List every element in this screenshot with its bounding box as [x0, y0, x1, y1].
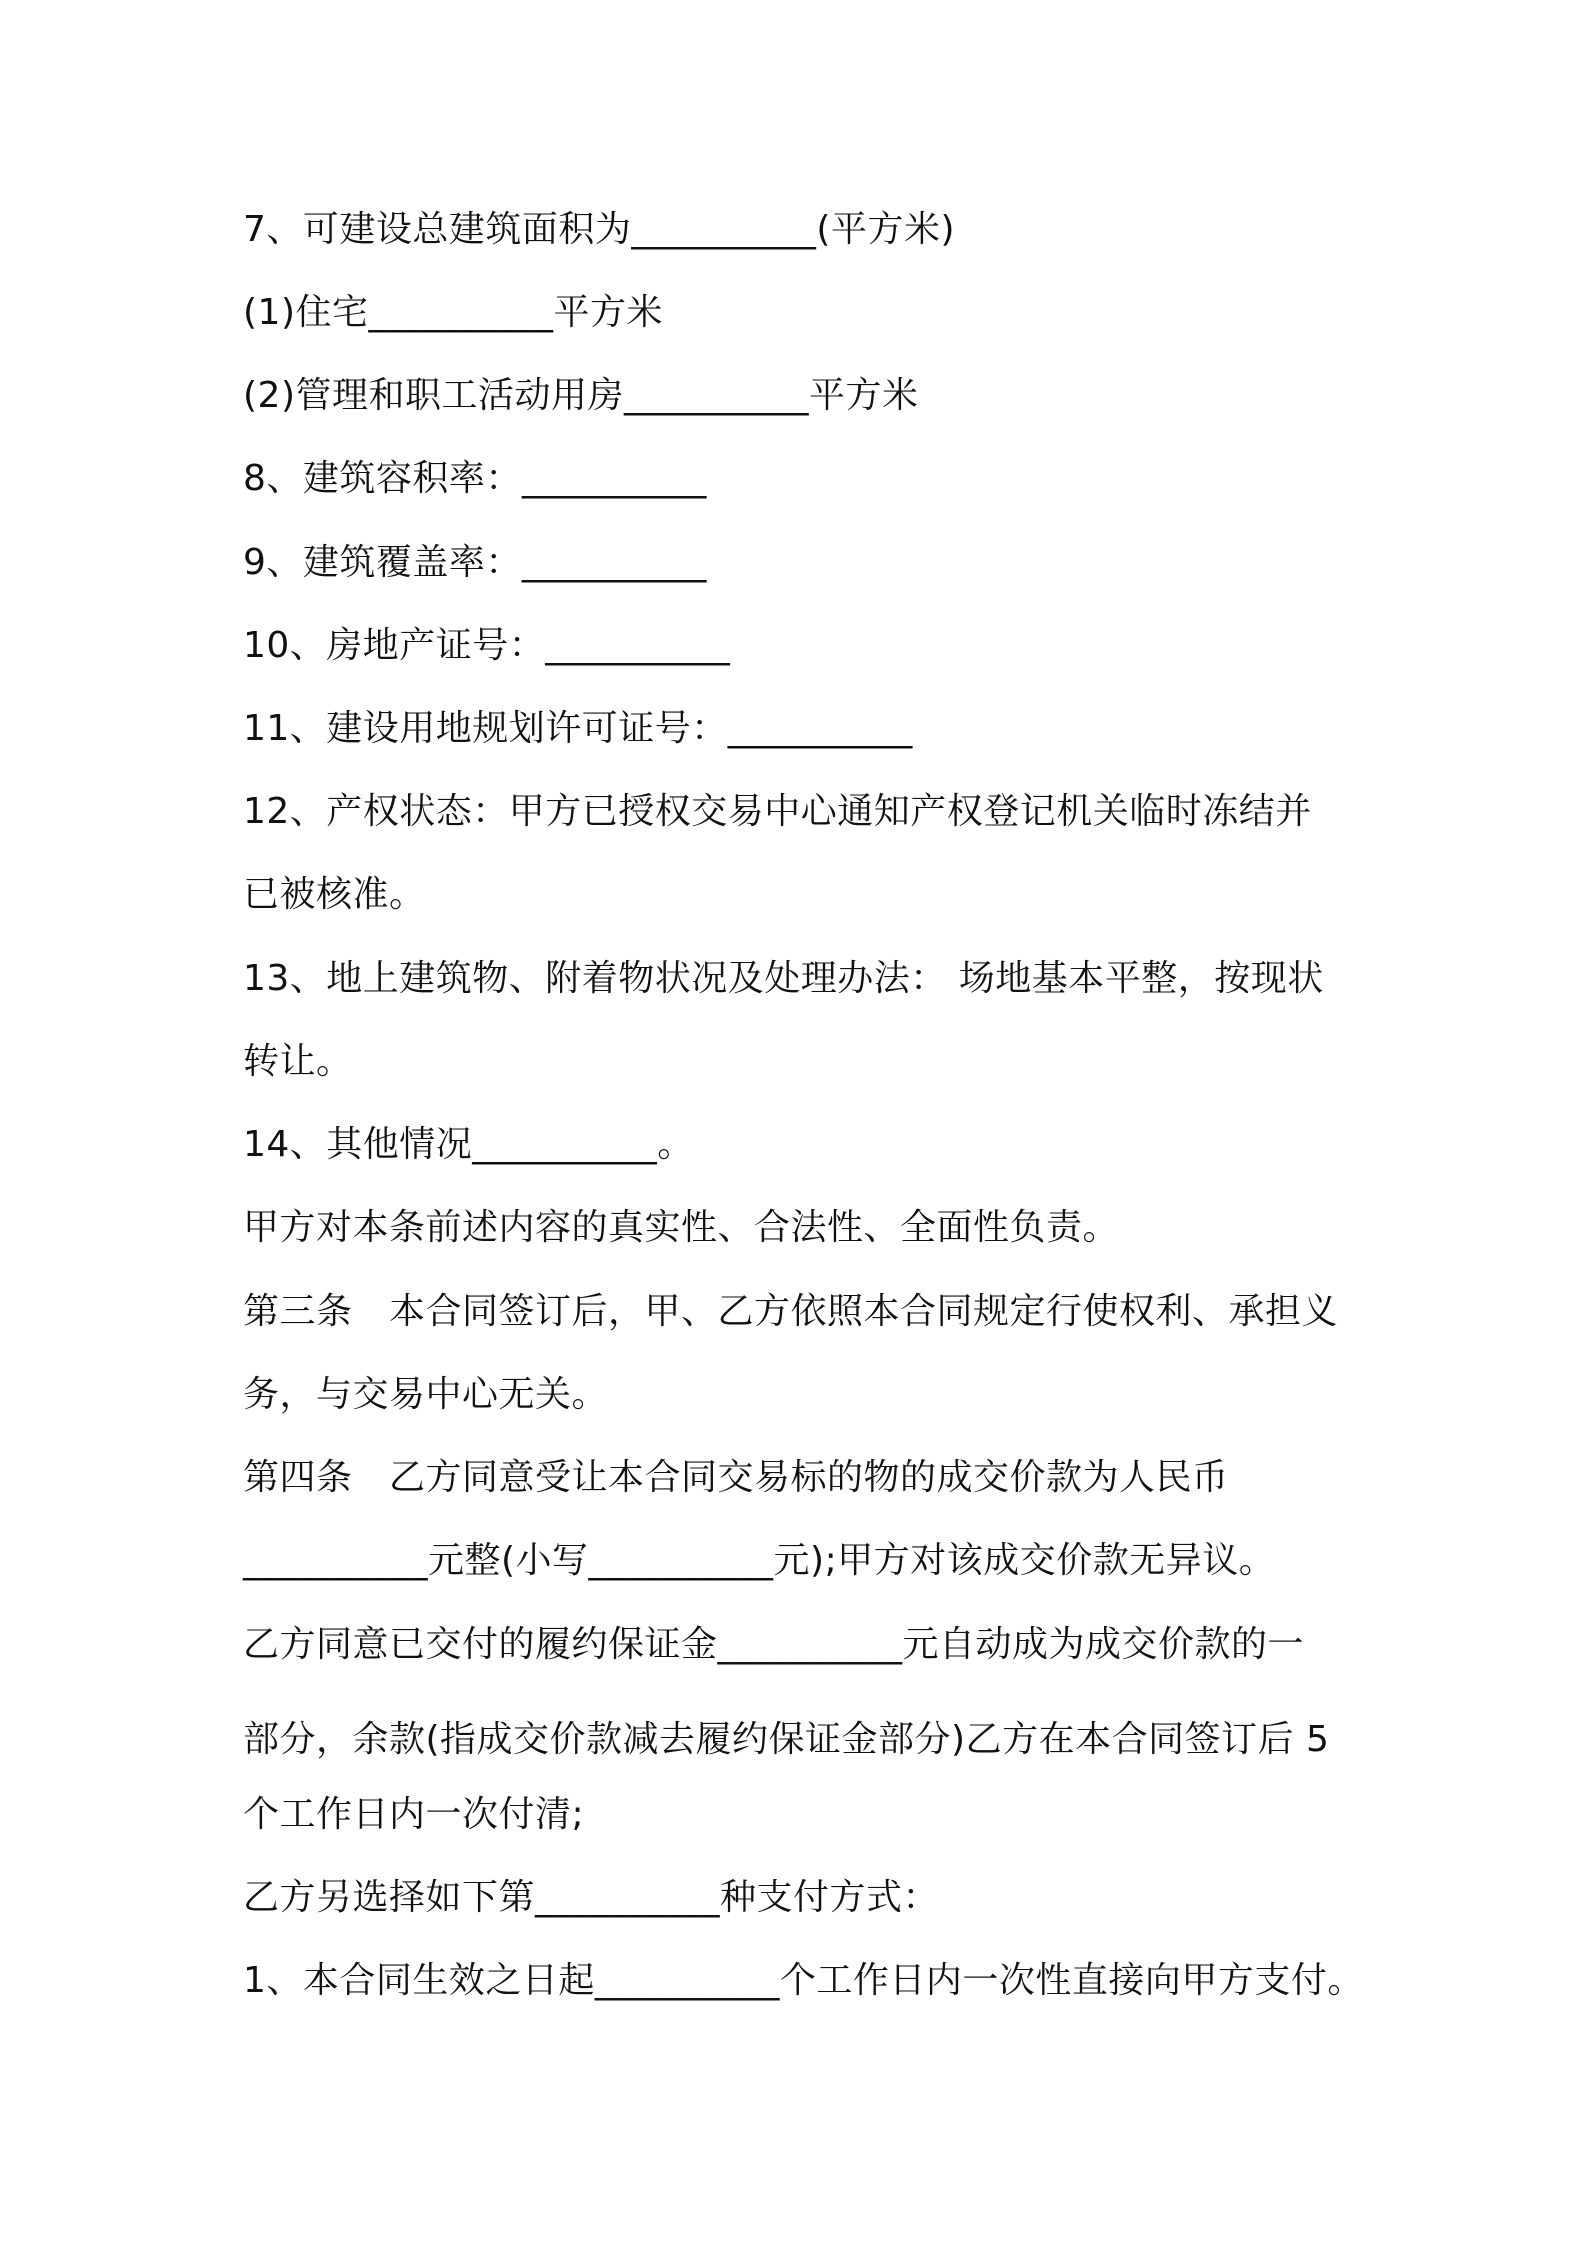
- item-13-continued: 转让。: [243, 1041, 353, 1082]
- deposit-clause-continued: 部分，余款(指成交价款减去履约保证金部分)乙方在本合同签订后 5: [243, 1719, 1330, 1760]
- item-14-other: 14、其他情况__________。: [243, 1124, 694, 1165]
- item-12-property-status: 12、产权状态：甲方已授权交易中心通知产权登记机关临时冻结并: [243, 791, 1312, 832]
- item-7-2-management-housing: (2)管理和职工活动用房__________平方米: [243, 375, 919, 416]
- item-8-plot-ratio: 8、建筑容积率：__________: [243, 458, 707, 499]
- deposit-clause-end: 个工作日内一次付清;: [243, 1794, 585, 1835]
- item-13-buildings: 13、地上建筑物、附着物状况及处理办法： 场地基本平整，按现状: [243, 958, 1324, 999]
- article-4: 第四条 乙方同意受让本合同交易标的物的成交价款为人民币: [243, 1457, 1229, 1498]
- item-12-continued: 已被核准。: [243, 874, 426, 915]
- article-3-continued: 务，与交易中心无关。: [243, 1374, 609, 1415]
- item-11-planning-permit: 11、建设用地规划许可证号：__________: [243, 708, 913, 749]
- deposit-clause: 乙方同意已交付的履约保证金__________元自动成为成交价款的一: [243, 1624, 1305, 1665]
- item-9-coverage-ratio: 9、建筑覆盖率：__________: [243, 542, 707, 583]
- item-10-property-cert: 10、房地产证号：__________: [243, 625, 731, 666]
- payment-method-choice: 乙方另选择如下第__________种支付方式：: [243, 1877, 940, 1918]
- payment-method-1: 1、本合同生效之日起__________个工作日内一次性直接向甲方支付。: [243, 1960, 1364, 2001]
- item-7-total-floor-area: 7、可建设总建筑面积为__________(平方米): [243, 209, 955, 250]
- article-4-price: __________元整(小写__________元);甲方对该成交价款无异议。: [243, 1540, 1276, 1581]
- article-3: 第三条 本合同签订后，甲、乙方依照本合同规定行使权利、承担义: [243, 1291, 1339, 1332]
- item-7-1-residential: (1)住宅__________平方米: [243, 292, 663, 333]
- party-a-responsibility: 甲方对本条前述内容的真实性、合法性、全面性负责。: [243, 1207, 1120, 1248]
